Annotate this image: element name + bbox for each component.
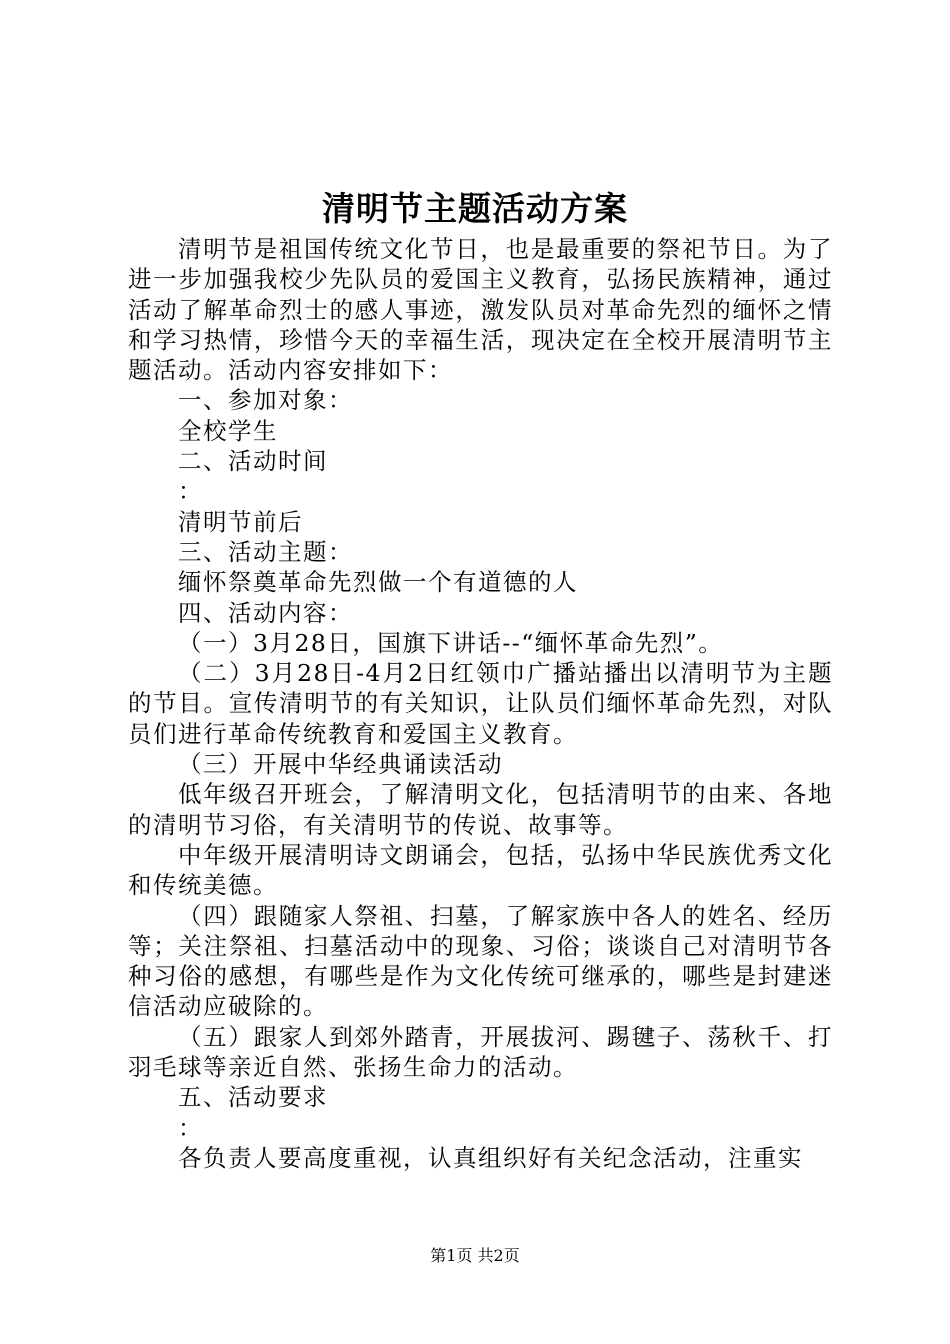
paragraph: （三）开展中华经典诵读活动 (178, 750, 503, 779)
paragraph: ： (178, 1113, 203, 1142)
document-title: 清明节主题活动方案 (322, 189, 628, 228)
section-heading: 五、活动要求 (178, 1083, 328, 1112)
document-body (128, 234, 833, 1173)
paragraph: 清明节是祖国传统文化节日，也是最重要的祭祀节日。为了进一步加强我校少先队员的爱国主义教育，弘扬民族精神，通过活动了解革命烈士的感人事迹，激发队员对革命先烈的缅怀之情和学习热情，珍惜今天的幸福生活，现决定在全校开展清明节主题活动。活动内容安排如下： (128, 235, 833, 385)
paragraph: 清明节前后 (178, 507, 303, 536)
paragraph: （五）跟家人到郊外踏青，开展拔河、踢毽子、荡秋千、打羽毛球等亲近自然、张扬生命力的活动。 (128, 1022, 833, 1082)
paragraph: 中年级开展清明诗文朗诵会，包括，弘扬中华民族优秀文化和传统美德。 (128, 840, 833, 900)
paragraph: （一）3月28日，国旗下讲话--“缅怀革命先烈”。 (178, 628, 724, 657)
paragraph: 全校学生 (178, 416, 278, 445)
section-heading: 二、活动时间 (178, 447, 328, 476)
paragraph: 缅怀祭奠革命先烈做一个有道德的人 (178, 568, 578, 597)
paragraph: （四）跟随家人祭祖、扫墓，了解家族中各人的姓名、经历等；关注祭祖、扫墓活动中的现象、习俗；谈谈自己对清明节各种习俗的感想，有哪些是作为文化传统可继承的，哪些是封建迷信活动应破除的。 (128, 901, 833, 1021)
section-heading: 三、活动主题： (178, 537, 353, 566)
paragraph: 低年级召开班会，了解清明文化，包括清明节的由来、各地的清明节习俗，有关清明节的传说、故事等。 (128, 780, 833, 839)
section-heading: 四、活动内容： (178, 598, 353, 627)
paragraph: （二）3月28日-4月2日红领巾广播站播出以清明节为主题的节目。宣传清明节的有关知识，让队员们缅怀革命先烈，对队员们进行革命传统教育和爱国主义教育。 (128, 659, 833, 748)
section-heading: 一、参加对象： (178, 386, 353, 415)
paragraph: 各负责人要高度重视，认真组织好有关纪念活动，注重实 (178, 1143, 803, 1172)
page-footer: 第1页 共2页 (430, 1246, 520, 1265)
paragraph: ： (178, 477, 203, 506)
